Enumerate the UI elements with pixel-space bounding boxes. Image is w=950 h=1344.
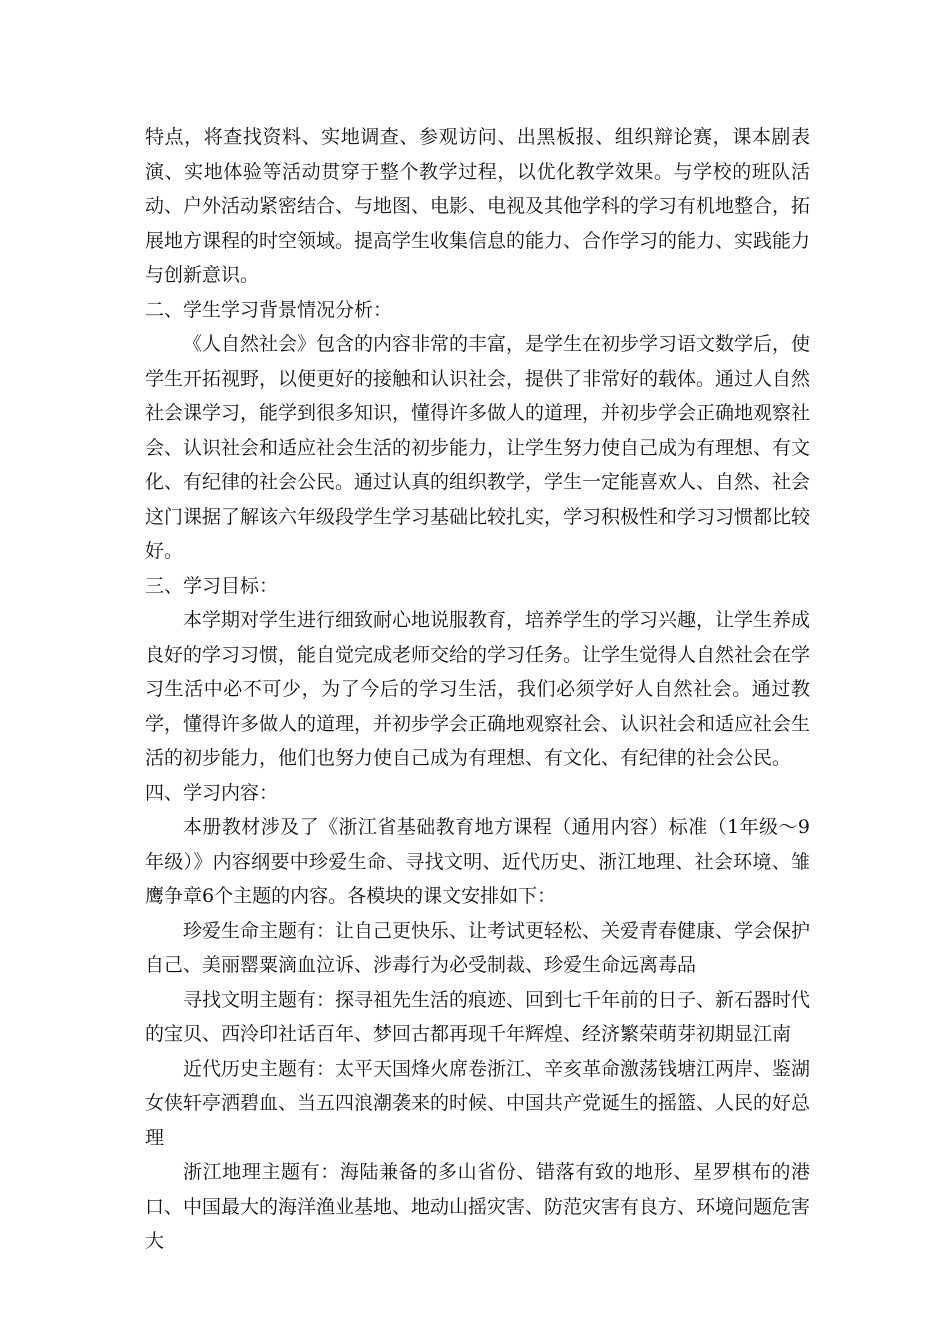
section-heading-learning-goals: 三、学习目标：: [145, 574, 279, 597]
paragraph-theme-civilization: 寻找文明主题有：探寻祖先生活的痕迹、回到七千年前的日子、新石器时代的宝贝、西泠印社话百年、梦回古都再现千年辉煌、经济繁荣萌芽初期显江南: [145, 988, 811, 1045]
section-heading-student-background: 二、学生学习背景情况分析：: [145, 298, 393, 321]
section-heading-learning-content: 四、学习内容：: [145, 781, 279, 804]
paragraph-theme-cherish-life: 珍爱生命主题有：让自己更快乐、让考试更轻松、关爱青春健康、学会保护自己、美丽罂粟滴血泣诉、涉毒行为必受制裁、珍爱生命远离毒品: [145, 919, 811, 976]
document-body: [145, 120, 810, 1259]
paragraph-theme-zhejiang-geography: 浙江地理主题有：海陆兼备的多山省份、错落有致的地形、星罗棋布的港口、中国最大的海洋渔业基地、地动山摇灾害、防范灾害有良方、环境问题危害大: [145, 1161, 811, 1252]
paragraph-learning-goals: 本学期对学生进行细致耐心地说服教育，培养学生的学习兴趣，让学生养成良好的学习习惯，能自觉完成老师交给的学习任务。让学生觉得人自然社会在学习生活中必不可少，为了今后的学习生活，我们必须学好人自然社会。通过教学，懂得许多做人的道理，并初步学会正确地观察社会、认识社会和适应社会生活的初步能力，他们也努力使自己成为有理想、有文化、有纪律的社会公民。: [145, 609, 811, 769]
paragraph-continuation: 特点，将查找资料、实地调查、参观访问、出黑板报、组织辩论赛，课本剧表演、实地体验等活动贯穿于整个教学过程，以优化教学效果。与学校的班队活动、户外活动紧密结合、与地图、电影、电视及其他学科的学习有机地整合，拓展地方课程的时空领域。提高学生收集信息的能力、合作学习的能力、实践能力与创新意识。: [145, 126, 811, 286]
paragraph-learning-content-intro: 本册教材涉及了《浙江省基础教育地方课程（通用内容）标准（1年级～9年级）》内容纲要中珍爱生命、寻找文明、近代历史、浙江地理、社会环境、雏鹰争章6个主题的内容。各模块的课文安排如下：: [145, 816, 810, 907]
paragraph-theme-modern-history: 近代历史主题有：太平天国烽火席卷浙江、辛亥革命激荡钱塘江两岸、鉴湖女侠轩亭洒碧血、当五四浪潮袭来的时候、中国共产党诞生的摇篮、人民的好总理: [145, 1057, 811, 1149]
paragraph-student-background: 《人自然社会》包含的内容非常的丰富，是学生在初步学习语文数学后，使学生开拓视野，以便更好的接触和认识社会，提供了非常好的载体。通过人自然社会课学习，能学到很多知识，懂得许多做人的道理，并初步学会正确地观察社会、认识社会和适应社会生活的初步能力，让学生努力使自己成为有理想、有文化、有纪律的社会公民。通过认真的组织教学，学生一定能喜欢人、自然、社会这门课据了解该六年级段学生学习基础比较扎实，学习积极性和学习习惯都比较好。: [145, 333, 811, 562]
